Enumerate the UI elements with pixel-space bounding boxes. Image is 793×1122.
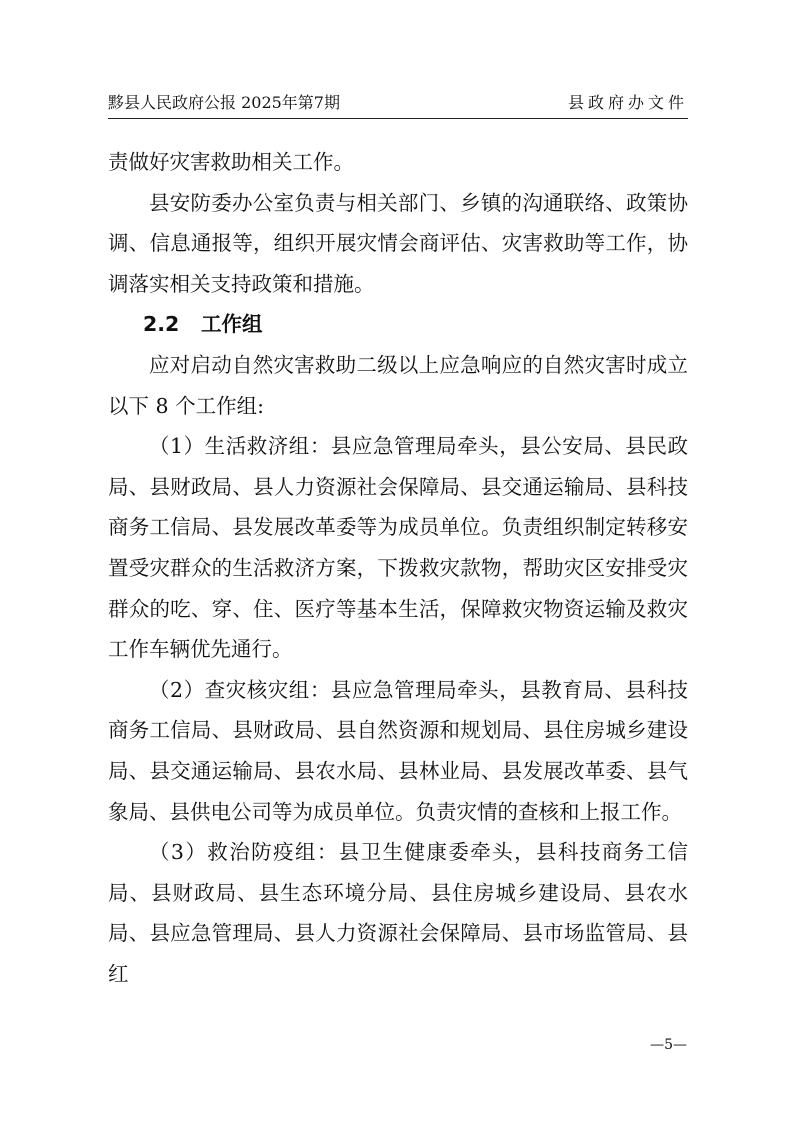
section-number: 2.2	[143, 312, 180, 337]
page-number: —5—	[650, 1037, 687, 1053]
document-body	[108, 142, 688, 994]
paragraph-living-relief-group: （1）生活救济组：县应急管理局牵头，县公安局、县民政局、县财政局、县人力资源社会保障局、县交通运输局、县科技商务工信局、县发展改革委等为成员单位。负责组织制定转移安置受灾群众的生活救济方案，下拨救灾款物，帮助灾区安排受灾群众的吃、穿、住、医疗等基本生活，保障救灾物资运输及救灾工作车辆优先通行。	[108, 434, 688, 662]
paragraph-continuation: 责做好灾害救助相关工作。	[108, 150, 354, 174]
header-publication-title: 黟县人民政府公报 2025年第7期	[108, 93, 340, 112]
page-header	[108, 92, 688, 119]
paragraph-office-duties: 县安防委办公室负责与相关部门、乡镇的沟通联络、政策协调、信息通报等，组织开展灾情会商评估、灾害救助等工作，协调落实相关支持政策和措施。	[108, 190, 688, 296]
section-heading	[108, 304, 688, 345]
paragraph-working-groups-intro: 应对启动自然灾害救助二级以上应急响应的自然灾害时成立以下 8 个工作组:	[108, 352, 688, 418]
paragraph-disaster-verification-group: （2）查灾核灾组：县应急管理局牵头，县教育局、县科技商务工信局、县财政局、县自然资源和规划局、县住房城乡建设局、县交通运输局、县农水局、县林业局、县发展改革委、县气象局、县供电公司等为成员单位。负责灾情的查核和上报工作。	[108, 677, 688, 824]
section-title: 工作组	[201, 312, 263, 337]
header-document-category: 县政府办文件	[567, 93, 688, 112]
paragraph-medical-epidemic-group: （3）救治防疫组：县卫生健康委牵头，县科技商务工信局、县财政局、县生态环境分局、县住房城乡建设局、县农水局、县应急管理局、县人力资源社会保障局、县市场监管局、县红	[108, 840, 688, 986]
